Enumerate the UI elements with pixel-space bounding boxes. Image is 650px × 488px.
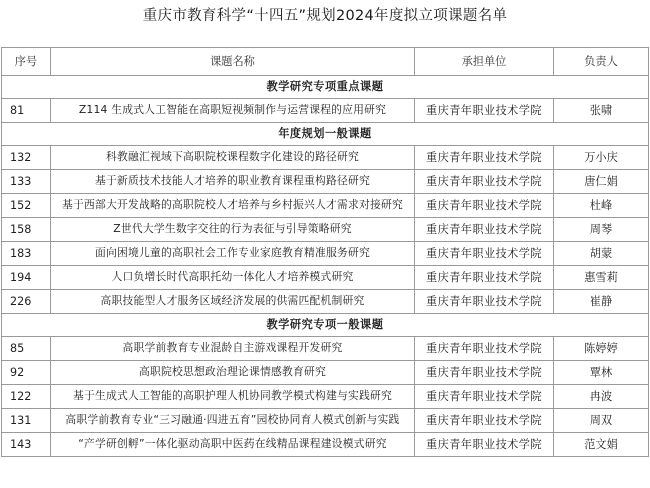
row-lead: 范文娟 — [554, 433, 649, 457]
row-name: 面向困境儿童的高职社会工作专业家庭教育精准服务研究 — [51, 242, 415, 266]
header-lead: 负责人 — [554, 48, 649, 76]
table-row — [2, 409, 649, 433]
row-lead: 覃林 — [554, 361, 649, 385]
section-label: 教学研究专项一般课题 — [2, 314, 649, 337]
table-row — [2, 146, 649, 170]
table-row — [2, 170, 649, 194]
section-row — [2, 314, 649, 337]
row-name: 人口负增长时代高职托幼一体化人才培养模式研究 — [51, 266, 415, 290]
row-no: 133 — [2, 170, 51, 194]
row-name: 基于新质技术技能人才培养的职业教育课程重构路径研究 — [51, 170, 415, 194]
table-row — [2, 290, 649, 314]
row-lead: 胡蒙 — [554, 242, 649, 266]
row-lead: 陈婷婷 — [554, 337, 649, 361]
project-table — [1, 47, 649, 457]
header-no: 序号 — [2, 48, 51, 76]
row-unit: 重庆青年职业技术学院 — [415, 194, 554, 218]
row-no: 152 — [2, 194, 51, 218]
section-label: 年度规划一般课题 — [2, 123, 649, 146]
table-header-row — [2, 48, 649, 76]
table-row — [2, 99, 649, 123]
section-row — [2, 123, 649, 146]
row-unit: 重庆青年职业技术学院 — [415, 409, 554, 433]
row-name: Z114 生成式人工智能在高职短视频制作与运营课程的应用研究 — [51, 99, 415, 123]
row-name: 高职学前教育专业“三习融通·四进五育”园校协同育人模式创新与实践 — [51, 409, 415, 433]
row-unit: 重庆青年职业技术学院 — [415, 433, 554, 457]
row-lead: 唐仁娟 — [554, 170, 649, 194]
row-no: 158 — [2, 218, 51, 242]
row-no: 131 — [2, 409, 51, 433]
row-name: “产学研创孵”一体化驱动高职中医药在线精品课程建设模式研究 — [51, 433, 415, 457]
row-name: 基于生成式人工智能的高职护理人机协同教学模式构建与实践研究 — [51, 385, 415, 409]
row-lead: 冉波 — [554, 385, 649, 409]
table-row — [2, 337, 649, 361]
row-lead: 惠雪莉 — [554, 266, 649, 290]
section-label: 教学研究专项重点课题 — [2, 76, 649, 99]
row-no: 194 — [2, 266, 51, 290]
page-title: 重庆市教育科学“十四五”规划2024年度拟立项课题名单 — [142, 8, 508, 24]
row-lead: 周琴 — [554, 218, 649, 242]
row-name: 基于西部大开发战略的高职院校人才培养与乡村振兴人才需求对接研究 — [51, 194, 415, 218]
row-unit: 重庆青年职业技术学院 — [415, 361, 554, 385]
row-name: 高职院校思想政治理论课情感教育研究 — [51, 361, 415, 385]
row-no: 183 — [2, 242, 51, 266]
row-no: 92 — [2, 361, 51, 385]
row-lead: 周双 — [554, 409, 649, 433]
row-no: 85 — [2, 337, 51, 361]
table-row — [2, 361, 649, 385]
row-unit: 重庆青年职业技术学院 — [415, 385, 554, 409]
row-unit: 重庆青年职业技术学院 — [415, 337, 554, 361]
row-no: 81 — [2, 99, 51, 123]
row-no: 143 — [2, 433, 51, 457]
row-lead: 杜峰 — [554, 194, 649, 218]
row-unit: 重庆青年职业技术学院 — [415, 146, 554, 170]
header-unit: 承担单位 — [415, 48, 554, 76]
table-row — [2, 242, 649, 266]
row-unit: 重庆青年职业技术学院 — [415, 266, 554, 290]
row-lead: 张啸 — [554, 99, 649, 123]
row-name: 高职学前教育专业混龄自主游戏课程开发研究 — [51, 337, 415, 361]
table-row — [2, 266, 649, 290]
row-unit: 重庆青年职业技术学院 — [415, 242, 554, 266]
table-row — [2, 433, 649, 457]
row-no: 226 — [2, 290, 51, 314]
row-no: 122 — [2, 385, 51, 409]
row-lead: 万小庆 — [554, 146, 649, 170]
row-name: Z世代大学生数字交往的行为表征与引导策略研究 — [51, 218, 415, 242]
header-name: 课题名称 — [51, 48, 415, 76]
row-no: 132 — [2, 146, 51, 170]
row-unit: 重庆青年职业技术学院 — [415, 170, 554, 194]
row-name: 科教融汇视域下高职院校课程数字化建设的路径研究 — [51, 146, 415, 170]
row-lead: 崔静 — [554, 290, 649, 314]
table-row — [2, 218, 649, 242]
row-unit: 重庆青年职业技术学院 — [415, 99, 554, 123]
row-unit: 重庆青年职业技术学院 — [415, 218, 554, 242]
row-name: 高职技能型人才服务区域经济发展的供需匹配机制研究 — [51, 290, 415, 314]
row-unit: 重庆青年职业技术学院 — [415, 290, 554, 314]
table-row — [2, 385, 649, 409]
table-row — [2, 194, 649, 218]
section-row — [2, 76, 649, 99]
